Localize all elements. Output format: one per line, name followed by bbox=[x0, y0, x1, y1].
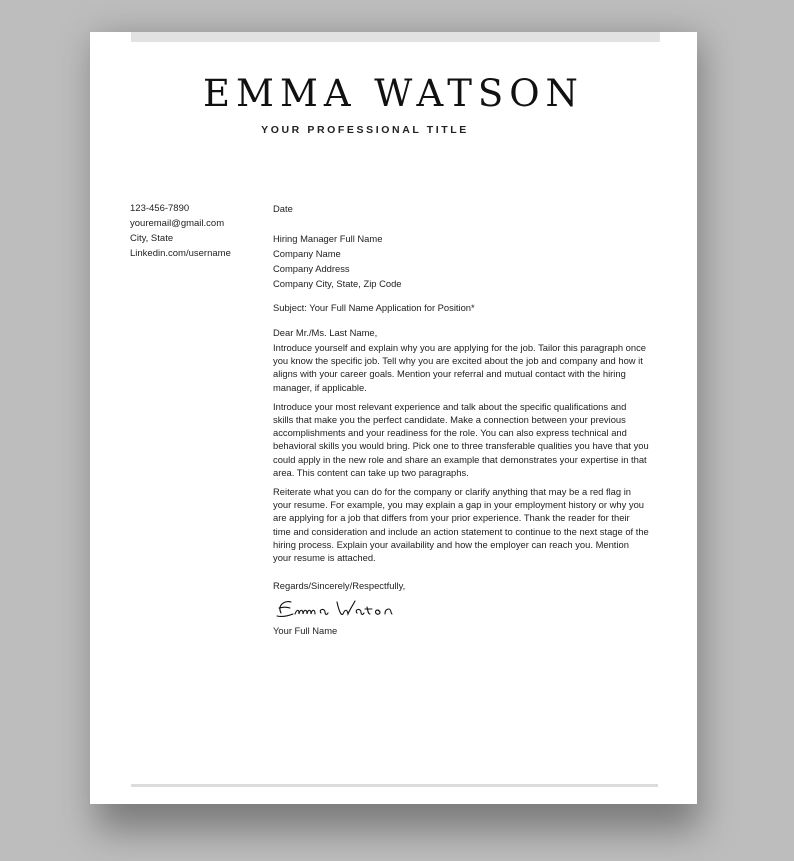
signer-full-name: Your Full Name bbox=[273, 625, 338, 637]
letter-paragraph: Introduce yourself and explain why you are applying for the job. Tailor this paragraph once you know the specific job. Tell why you are excited about the job and company and how it aligns with your career goals. Mention your referral and mutual contact with the hiring manager, if applicable. bbox=[273, 342, 646, 393]
signature-graphic bbox=[273, 597, 433, 621]
recipient-manager: Hiring Manager Full Name bbox=[273, 233, 383, 244]
letter-subject: Subject: Your Full Name Application for Position* bbox=[273, 302, 475, 313]
letter-body bbox=[273, 201, 649, 638]
top-divider bbox=[131, 32, 660, 42]
letter-salutation: Dear Mr./Ms. Last Name, bbox=[273, 327, 378, 338]
professional-title: YOUR PROFESSIONAL TITLE bbox=[261, 124, 469, 136]
bottom-divider bbox=[131, 784, 658, 787]
letter-paragraph: Reiterate what you can do for the company or clarify anything that may be a red flag in your resume. For example, you may explain a gap in your employment history or why you are applying for a job that differs from your prior experience. Thank the reader for their time and consideration and include an action statement to continue to the next stage of the hiring process. Explain your availability and how the employer can reach you. Mention your resume is attached. bbox=[273, 486, 649, 564]
letter-paragraph: Introduce your most relevant experience and talk about the specific qualifications and skills that make you the perfect candidate. Make a connection between your previous accomplishments and your readiness for the role. You can also express technical and behavioral skills you would bring. Pick one to three transferable qualities you have that you could apply in the new role and share an example that demonstrates your expertise in that area. This content can take up two paragraphs. bbox=[273, 400, 649, 478]
contact-phone: 123-456-7890 bbox=[130, 203, 190, 214]
recipient-address: Company Address bbox=[273, 263, 350, 274]
letter-closing: Regards/Sincerely/Respectfully, bbox=[273, 580, 406, 592]
recipient-block bbox=[273, 231, 649, 291]
handwritten-signature bbox=[273, 597, 433, 619]
contact-location: City, State bbox=[130, 233, 174, 244]
contact-linkedin: Linkedin.com/username bbox=[130, 248, 231, 259]
contact-info bbox=[130, 201, 231, 261]
recipient-company: Company Name bbox=[273, 248, 341, 259]
applicant-name-heading: EMMA WATSON bbox=[203, 72, 584, 115]
contact-email: youremail@gmail.com bbox=[130, 218, 225, 229]
recipient-city: Company City, State, Zip Code bbox=[273, 278, 402, 289]
cover-letter-page bbox=[90, 32, 697, 804]
letter-date: Date bbox=[273, 203, 293, 214]
